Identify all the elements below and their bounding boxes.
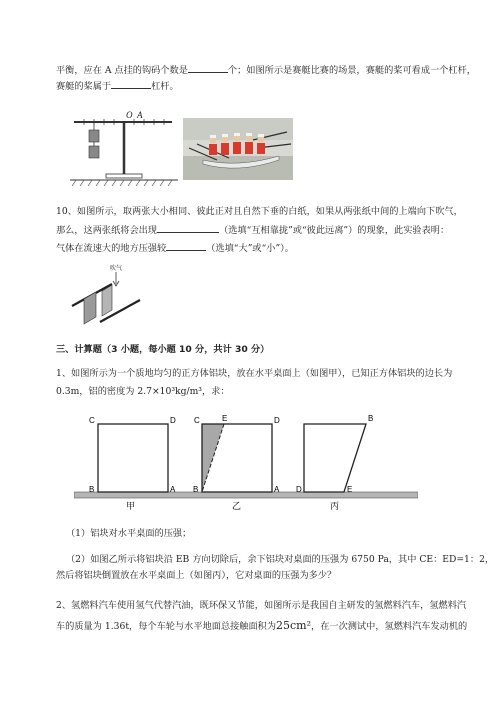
lever-figure bbox=[68, 110, 180, 190]
yi-caption: 乙 bbox=[232, 502, 242, 512]
lever-label-a: A bbox=[137, 110, 143, 120]
q9-text-a: 平衡，应在 A 点挂的钩码个数是 bbox=[56, 65, 188, 76]
q1-sub2-line2: 然后将铝块倒置放在水平桌面上（如图丙），它对桌面的压强为多少？ bbox=[56, 570, 337, 581]
q9-line1 bbox=[56, 62, 476, 79]
bing-caption: 丙 bbox=[330, 502, 340, 512]
q2-area: 25cm² bbox=[276, 619, 312, 632]
lever-label-o: O bbox=[126, 110, 133, 120]
paper-figure bbox=[66, 262, 146, 330]
q10-line1: 10、如图所示，取两张大小相同、彼此正对且自然下垂的白纸，如果从两张纸中间的上端向下吹气， bbox=[56, 206, 463, 217]
answer-blank[interactable] bbox=[166, 240, 206, 251]
answer-blank[interactable] bbox=[157, 222, 219, 233]
yi-label-b: B bbox=[193, 485, 199, 494]
q2-line2 bbox=[56, 618, 476, 635]
answer-blank[interactable] bbox=[188, 62, 228, 73]
q10-text-c: 气体在流速大的地方压强较 bbox=[56, 243, 167, 254]
yi-label-e: E bbox=[222, 414, 228, 423]
jia-label-a: A bbox=[170, 485, 176, 494]
bing-label-b: B bbox=[368, 414, 374, 423]
q9-text-d: 杠杆。 bbox=[151, 81, 179, 92]
yi-label-d: D bbox=[274, 416, 280, 425]
answer-blank[interactable] bbox=[111, 78, 151, 89]
q2-line1: 2、氢燃料汽车使用氢气代替汽油，既环保又节能，如图所示是我国自主研发的氢燃料汽车，氢燃料汽 bbox=[56, 600, 467, 611]
q2-text-b: ，在一次测试中，氢燃料汽车发动机的 bbox=[311, 621, 468, 632]
q9-text-c: 赛艇的桨属于 bbox=[56, 81, 112, 92]
q10-line3 bbox=[56, 240, 476, 257]
jia-label-d: D bbox=[170, 416, 176, 425]
q9-line2 bbox=[56, 78, 476, 95]
jia-label-b: B bbox=[89, 485, 95, 494]
q1-sub1: （1）铝块对水平桌面的压强； bbox=[66, 528, 192, 539]
yi-label-c: C bbox=[194, 416, 200, 425]
section-heading: 三、计算题（3 小题，每小题 10 分，共计 30 分） bbox=[56, 344, 270, 355]
bing-label-d: D bbox=[296, 485, 302, 494]
jia-label-c: C bbox=[89, 416, 95, 425]
q1-sub2-line1: （2）如图乙所示将铝块沿 EB 方向切除后，余下铝块对桌面的压强为 6750 Pa，其中 CE：ED=1：2， bbox=[66, 554, 495, 565]
jia-caption: 甲 bbox=[126, 502, 136, 512]
q10-text-b: （选填“互相靠拢”或“彼此远离”）的现象，此实验表明： bbox=[219, 225, 450, 236]
q10-text-a: 那么，这两张纸将会出现 bbox=[56, 225, 158, 236]
cube-figures bbox=[74, 408, 418, 514]
bing-label-e: E bbox=[347, 485, 353, 494]
q2-text-a: 车的质量为 1.36t，每个车轮与水平地面总接触面积为 bbox=[56, 621, 277, 632]
rowing-photo bbox=[183, 118, 293, 180]
q1-line1: 1、如图所示为一个质地均匀的正方体铝块，放在水平桌面上（如图甲），已知正方体铝块的边长为 bbox=[56, 368, 453, 379]
q1-line2: 0.3m，铝的密度为 2.7×10³kg/m³，求： bbox=[56, 386, 230, 397]
yi-label-a: A bbox=[274, 485, 280, 494]
q10-text-d: （选填“大”或“小”）。 bbox=[206, 243, 294, 254]
q9-text-b: 个；如图所示是赛艇比赛的场景，赛艇的桨可看成一个杠杆， bbox=[227, 65, 476, 76]
blow-label: 吹气 bbox=[110, 265, 123, 272]
q10-line2 bbox=[56, 222, 476, 239]
